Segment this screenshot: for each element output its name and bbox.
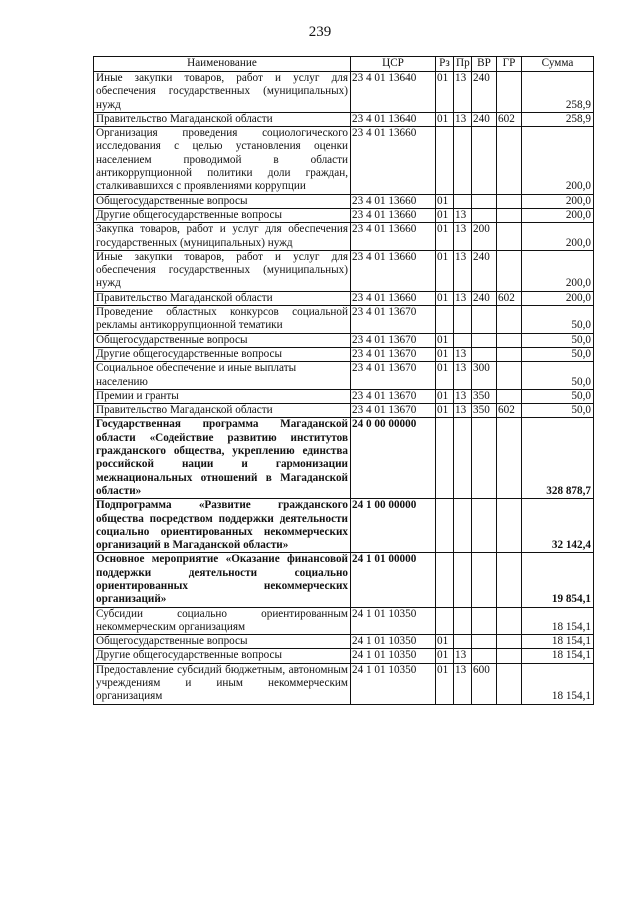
cell-name: Правительство Магаданской области — [94, 112, 351, 126]
header-pr: Пр — [454, 57, 472, 72]
cell-sum: 18 154,1 — [522, 649, 594, 663]
table-row — [94, 362, 594, 390]
cell-sum: 258,9 — [522, 112, 594, 126]
cell-rz: 01 — [436, 389, 454, 403]
cell-gr — [497, 362, 522, 390]
cell-rz: 01 — [436, 223, 454, 251]
table-row — [94, 404, 594, 418]
cell-pr: 13 — [454, 362, 472, 390]
cell-vr — [472, 306, 497, 334]
cell-gr — [497, 306, 522, 334]
cell-name: Подпрограмма «Развитие гражданского общества посредством поддержки деятельности социально ориентированных некоммерческих организаций в Магаданской области» — [94, 499, 351, 553]
header-name: Наименование — [94, 57, 351, 72]
cell-sum: 50,0 — [522, 404, 594, 418]
cell-gr — [497, 127, 522, 194]
table-row — [94, 607, 594, 635]
cell-rz: 01 — [436, 250, 454, 291]
cell-sum: 19 854,1 — [522, 553, 594, 607]
cell-vr — [472, 208, 497, 222]
cell-name: Премии и гранты — [94, 389, 351, 403]
cell-pr: 13 — [454, 347, 472, 361]
cell-sum: 50,0 — [522, 362, 594, 390]
cell-pr: 13 — [454, 291, 472, 305]
cell-vr — [472, 333, 497, 347]
cell-sum: 32 142,4 — [522, 499, 594, 553]
cell-rz — [436, 418, 454, 499]
cell-csr: 23 4 01 13670 — [351, 404, 436, 418]
cell-gr — [497, 223, 522, 251]
cell-csr: 23 4 01 13670 — [351, 362, 436, 390]
cell-pr — [454, 194, 472, 208]
cell-gr — [497, 418, 522, 499]
cell-vr: 350 — [472, 404, 497, 418]
cell-pr — [454, 127, 472, 194]
cell-name: Иные закупки товаров, работ и услуг для обеспечения государственных (муниципальных) нужд — [94, 72, 351, 113]
page-number: 239 — [308, 24, 332, 40]
cell-sum: 50,0 — [522, 389, 594, 403]
cell-csr: 23 4 01 13670 — [351, 306, 436, 334]
cell-name: Правительство Магаданской области — [94, 291, 351, 305]
cell-pr — [454, 635, 472, 649]
table-row — [94, 418, 594, 499]
cell-pr: 13 — [454, 389, 472, 403]
cell-vr — [472, 649, 497, 663]
cell-rz: 01 — [436, 208, 454, 222]
cell-csr: 23 4 01 13640 — [351, 72, 436, 113]
cell-gr — [497, 553, 522, 607]
cell-sum: 200,0 — [522, 291, 594, 305]
cell-name: Другие общегосударственные вопросы — [94, 208, 351, 222]
cell-sum: 200,0 — [522, 223, 594, 251]
table-row — [94, 223, 594, 251]
header-rz: Рз — [436, 57, 454, 72]
cell-pr — [454, 306, 472, 334]
header-gr: ГР — [497, 57, 522, 72]
cell-gr — [497, 208, 522, 222]
cell-sum: 50,0 — [522, 306, 594, 334]
cell-rz: 01 — [436, 347, 454, 361]
cell-sum: 200,0 — [522, 194, 594, 208]
cell-sum: 200,0 — [522, 127, 594, 194]
cell-rz — [436, 553, 454, 607]
cell-rz — [436, 127, 454, 194]
table-row — [94, 208, 594, 222]
cell-pr — [454, 499, 472, 553]
cell-csr: 23 4 01 13660 — [351, 291, 436, 305]
cell-pr: 13 — [454, 223, 472, 251]
cell-pr — [454, 418, 472, 499]
cell-name: Государственная программа Магаданской области «Содействие развитию институтов гражданского общества, укреплению единства российской нации и гармонизации межнациональных отношений в Магаданской области» — [94, 418, 351, 499]
cell-gr — [497, 333, 522, 347]
cell-vr — [472, 418, 497, 499]
cell-sum: 18 154,1 — [522, 663, 594, 704]
cell-vr — [472, 607, 497, 635]
cell-vr: 600 — [472, 663, 497, 704]
cell-csr: 23 4 01 13660 — [351, 127, 436, 194]
cell-name: Проведение областных конкурсов социальной рекламы антикоррупционной тематики — [94, 306, 351, 334]
cell-gr: 602 — [497, 291, 522, 305]
table-row — [94, 291, 594, 305]
header-vr: ВР — [472, 57, 497, 72]
cell-name: Основное мероприятие «Оказание финансовой поддержки деятельности социально ориентированных некоммерческих организаций» — [94, 553, 351, 607]
cell-vr — [472, 635, 497, 649]
cell-vr: 240 — [472, 250, 497, 291]
cell-pr — [454, 333, 472, 347]
cell-pr: 13 — [454, 250, 472, 291]
cell-rz: 01 — [436, 649, 454, 663]
cell-vr: 240 — [472, 291, 497, 305]
cell-gr — [497, 649, 522, 663]
cell-rz — [436, 306, 454, 334]
cell-rz — [436, 499, 454, 553]
cell-rz: 01 — [436, 635, 454, 649]
cell-name: Закупка товаров, работ и услуг для обеспечения государственных (муниципальных) нужд — [94, 223, 351, 251]
cell-vr: 240 — [472, 72, 497, 113]
cell-pr: 13 — [454, 112, 472, 126]
table-row — [94, 250, 594, 291]
cell-name: Субсидии социально ориентированным некоммерческим организациям — [94, 607, 351, 635]
cell-csr: 23 4 01 13660 — [351, 223, 436, 251]
cell-csr: 24 1 01 10350 — [351, 649, 436, 663]
cell-vr — [472, 127, 497, 194]
cell-csr: 24 0 00 00000 — [351, 418, 436, 499]
header-sum: Сумма — [522, 57, 594, 72]
cell-gr: 602 — [497, 404, 522, 418]
cell-vr: 350 — [472, 389, 497, 403]
cell-name: Предоставление субсидий бюджетным, автономным учреждениям и иным некоммерческим организациям — [94, 663, 351, 704]
table-row — [94, 333, 594, 347]
cell-pr: 13 — [454, 72, 472, 113]
table-row — [94, 649, 594, 663]
cell-pr — [454, 607, 472, 635]
cell-sum: 200,0 — [522, 208, 594, 222]
header-csr: ЦСР — [351, 57, 436, 72]
cell-csr: 24 1 01 10350 — [351, 607, 436, 635]
cell-sum: 50,0 — [522, 347, 594, 361]
table-row — [94, 127, 594, 194]
cell-gr — [497, 347, 522, 361]
cell-pr — [454, 553, 472, 607]
cell-sum: 18 154,1 — [522, 607, 594, 635]
cell-sum: 200,0 — [522, 250, 594, 291]
cell-rz: 01 — [436, 72, 454, 113]
cell-gr: 602 — [497, 112, 522, 126]
cell-csr: 24 1 01 00000 — [351, 553, 436, 607]
cell-vr: 200 — [472, 223, 497, 251]
cell-name: Другие общегосударственные вопросы — [94, 649, 351, 663]
table-row — [94, 635, 594, 649]
cell-vr — [472, 347, 497, 361]
cell-csr: 23 4 01 13660 — [351, 250, 436, 291]
cell-rz: 01 — [436, 291, 454, 305]
cell-csr: 23 4 01 13660 — [351, 194, 436, 208]
cell-pr: 13 — [454, 649, 472, 663]
cell-name: Организация проведения социологического исследования с целью установления оценки населением проводимой в области антикоррупционной политики доли граждан, сталкивавшихся с проявлениями коррупции — [94, 127, 351, 194]
cell-vr: 300 — [472, 362, 497, 390]
cell-csr: 23 4 01 13640 — [351, 112, 436, 126]
cell-name: Иные закупки товаров, работ и услуг для обеспечения государственных (муниципальных) нужд — [94, 250, 351, 291]
table-row — [94, 499, 594, 553]
table-row — [94, 389, 594, 403]
cell-gr — [497, 72, 522, 113]
cell-gr — [497, 607, 522, 635]
table-row — [94, 306, 594, 334]
cell-vr — [472, 194, 497, 208]
cell-gr — [497, 389, 522, 403]
cell-pr: 13 — [454, 404, 472, 418]
cell-sum: 258,9 — [522, 72, 594, 113]
cell-pr: 13 — [454, 208, 472, 222]
budget-table — [93, 56, 594, 705]
cell-csr: 23 4 01 13660 — [351, 208, 436, 222]
table-row — [94, 347, 594, 361]
cell-gr — [497, 635, 522, 649]
cell-name: Общегосударственные вопросы — [94, 194, 351, 208]
table-row — [94, 72, 594, 113]
cell-csr: 23 4 01 13670 — [351, 347, 436, 361]
cell-csr: 24 1 01 10350 — [351, 635, 436, 649]
cell-gr — [497, 499, 522, 553]
cell-sum: 328 878,7 — [522, 418, 594, 499]
cell-rz: 01 — [436, 194, 454, 208]
cell-vr — [472, 499, 497, 553]
cell-name: Общегосударственные вопросы — [94, 635, 351, 649]
table-row — [94, 663, 594, 704]
cell-name: Другие общегосударственные вопросы — [94, 347, 351, 361]
cell-csr: 23 4 01 13670 — [351, 333, 436, 347]
cell-rz: 01 — [436, 362, 454, 390]
cell-rz: 01 — [436, 333, 454, 347]
table-row — [94, 112, 594, 126]
cell-gr — [497, 663, 522, 704]
cell-rz: 01 — [436, 404, 454, 418]
cell-name: Правительство Магаданской области — [94, 404, 351, 418]
table-header-row — [94, 57, 594, 72]
cell-gr — [497, 194, 522, 208]
cell-sum: 50,0 — [522, 333, 594, 347]
cell-csr: 24 1 01 10350 — [351, 663, 436, 704]
cell-csr: 23 4 01 13670 — [351, 389, 436, 403]
cell-rz — [436, 607, 454, 635]
cell-vr: 240 — [472, 112, 497, 126]
cell-rz: 01 — [436, 112, 454, 126]
cell-pr: 13 — [454, 663, 472, 704]
table-row — [94, 553, 594, 607]
cell-sum: 18 154,1 — [522, 635, 594, 649]
cell-vr — [472, 553, 497, 607]
cell-gr — [497, 250, 522, 291]
table-row — [94, 194, 594, 208]
table-body — [94, 72, 594, 705]
cell-csr: 24 1 00 00000 — [351, 499, 436, 553]
cell-rz: 01 — [436, 663, 454, 704]
cell-name: Общегосударственные вопросы — [94, 333, 351, 347]
cell-name: Социальное обеспечение и иные выплаты населению — [94, 362, 351, 390]
